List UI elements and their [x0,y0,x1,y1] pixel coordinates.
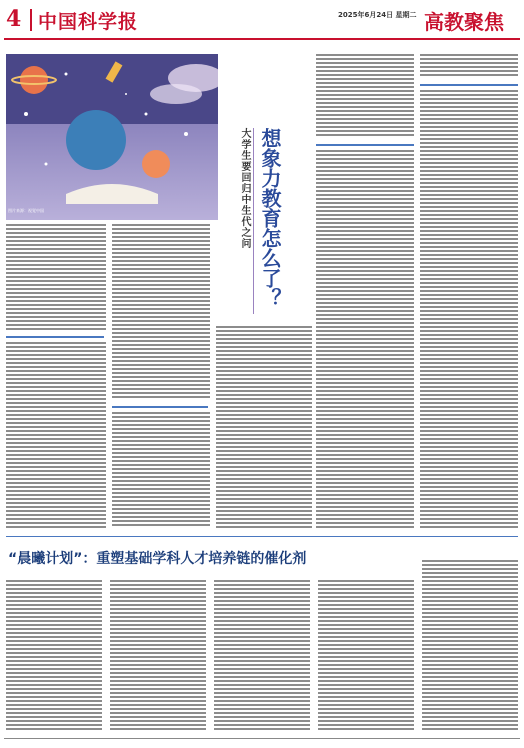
subhead-rule [420,84,518,86]
masthead-divider [30,9,32,31]
text-column [6,342,106,528]
page-number: 4 [6,6,22,32]
text-column [420,54,518,78]
text-column [112,224,210,400]
text-column [6,580,102,730]
masthead [0,0,524,40]
subhead-rule [316,144,414,146]
text-column [316,150,414,528]
bottom-article-headline: “晨曦计划”：重塑基础学科人才培养链的催化剂 [8,551,307,567]
planet-blue [66,110,126,170]
text-column [316,54,414,138]
text-column [422,560,518,730]
text-column [6,224,106,330]
text-column [112,412,210,528]
open-book [66,184,158,204]
headline-divider [253,128,254,314]
subhead-rule [6,336,104,338]
text-column [216,326,312,528]
planet-red [20,66,48,94]
planet-orange [142,150,170,178]
space-illustration [6,54,218,220]
masthead-rule [4,38,520,40]
bottom-article-rule [6,536,518,537]
subhead-rule [112,406,208,408]
dateline: 2025年6月24日 星期二 [338,11,417,19]
paper-name: 中国科学报 [38,11,139,33]
text-column [420,90,518,528]
text-column [110,580,206,730]
feature-headline: 想象力教育怎么了？ [258,128,282,308]
section-name: 高教聚焦 [424,10,504,34]
text-column [214,580,310,730]
illustration-caption: 图片来源：视觉中国 [8,208,44,213]
page-footer [4,738,520,747]
feature-illustration [6,54,218,220]
text-column [318,580,414,730]
feature-subheadline: 大学生要回归中生代之问 [239,128,250,249]
